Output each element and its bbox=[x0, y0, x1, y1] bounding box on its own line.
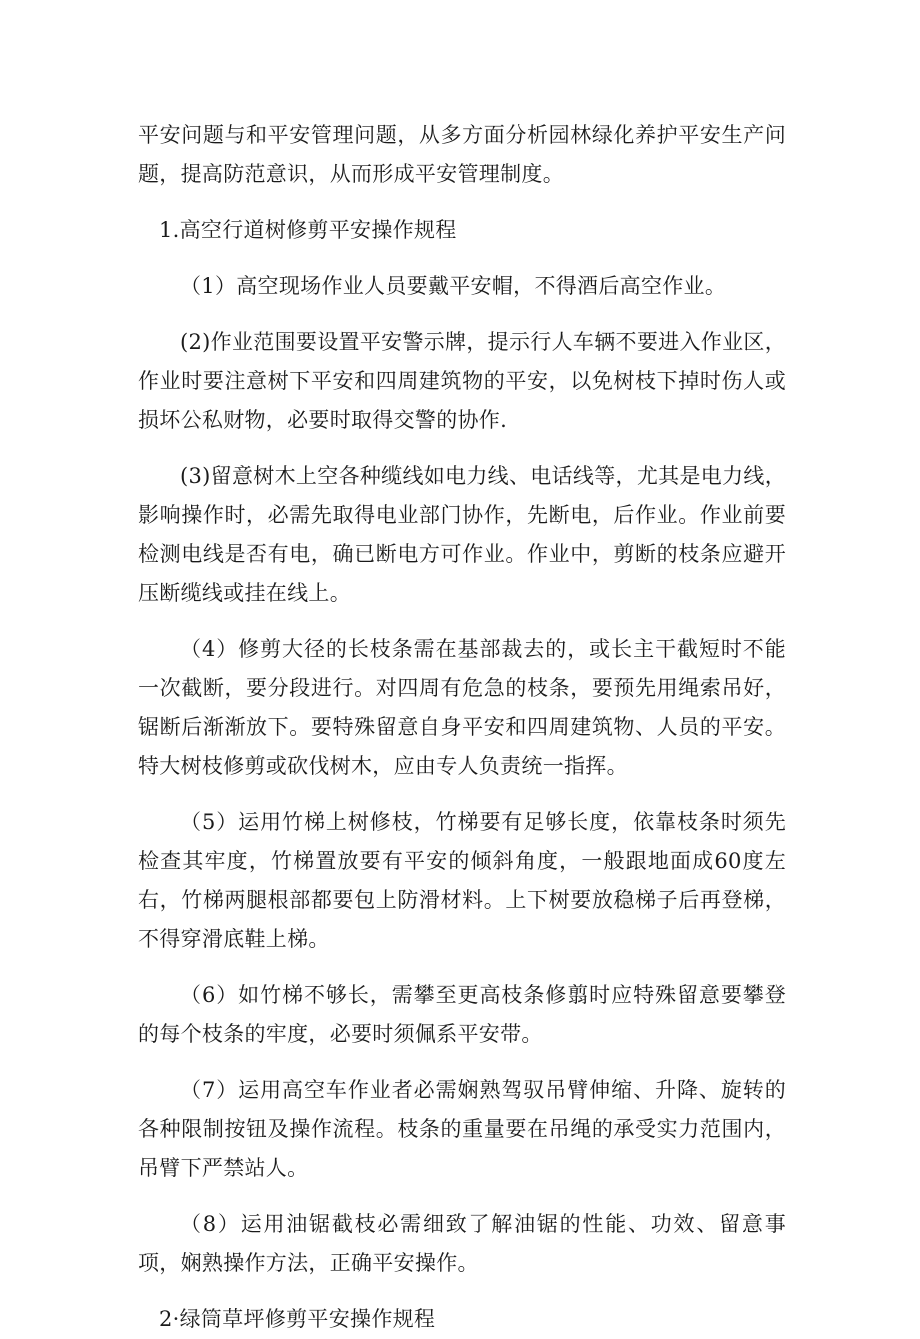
section-heading-1: 1.高空行道树修剪平安操作规程 bbox=[159, 218, 457, 242]
rule-item-3: (3)留意树木上空各种缆线如电力线、电话线等，尤其是电力线，影响操作时，必需先取得电业部门协作，先断电，后作业。作业前要检测电线是否有电，确已断电方可作业。作业中，剪断的枝条应避开压断缆线或挂在线上。 bbox=[138, 464, 786, 605]
rule-item-4: （4）修剪大径的长枝条需在基部裁去的，或长主干截短时不能一次截断，要分段进行。对四周有危急的枝条，要预先用绳索吊好，锯断后渐渐放下。要特殊留意自身平安和四周建筑物、人员的平安。特大树枝修剪或砍伐树木，应由专人负责统一指挥。 bbox=[138, 637, 786, 778]
section-heading-2: 2·绿筒草坪修剪平安操作规程 bbox=[159, 1307, 436, 1331]
rule-item-1: （1）高空现场作业人员要戴平安帽，不得酒后高空作业。 bbox=[180, 274, 727, 298]
paragraph-intro-continuation: 平安问题与和平安管理问题，从多方面分析园林绿化养护平安生产问题，提高防范意识，从而形成平安管理制度。 bbox=[138, 123, 786, 186]
rule-item-7: （7）运用高空车作业者必需娴熟驾驭吊臂伸缩、升降、旋转的各种限制按钮及操作流程。枝条的重量要在吊绳的承受实力范围内，吊臂下严禁站人。 bbox=[138, 1078, 786, 1180]
rule-item-2: (2)作业范围要设置平安警示牌，提示行人车辆不要进入作业区，作业时要注意树下平安和四周建筑物的平安，以免树枝下掉时伤人或损坏公私财物，必要时取得交警的协作. bbox=[138, 330, 786, 432]
rule-item-5: （5）运用竹梯上树修枝，竹梯要有足够长度，依靠枝条时须先检查其牢度，竹梯置放要有平安的倾斜角度，一般跟地面成60度左右，竹梯两腿根部都要包上防滑材料。上下树要放稳梯子后再登梯，不得穿滑底鞋上梯。 bbox=[138, 810, 786, 951]
document-body bbox=[138, 116, 786, 1339]
rule-item-8: （8）运用油锯截枝必需细致了解油锯的性能、功效、留意事项，娴熟操作方法，正确平安操作。 bbox=[138, 1212, 786, 1275]
rule-item-6: （6）如竹梯不够长，需攀至更高枝条修翦时应特殊留意要攀登的每个枝条的牢度，必要时须佩系平安带。 bbox=[138, 983, 786, 1046]
